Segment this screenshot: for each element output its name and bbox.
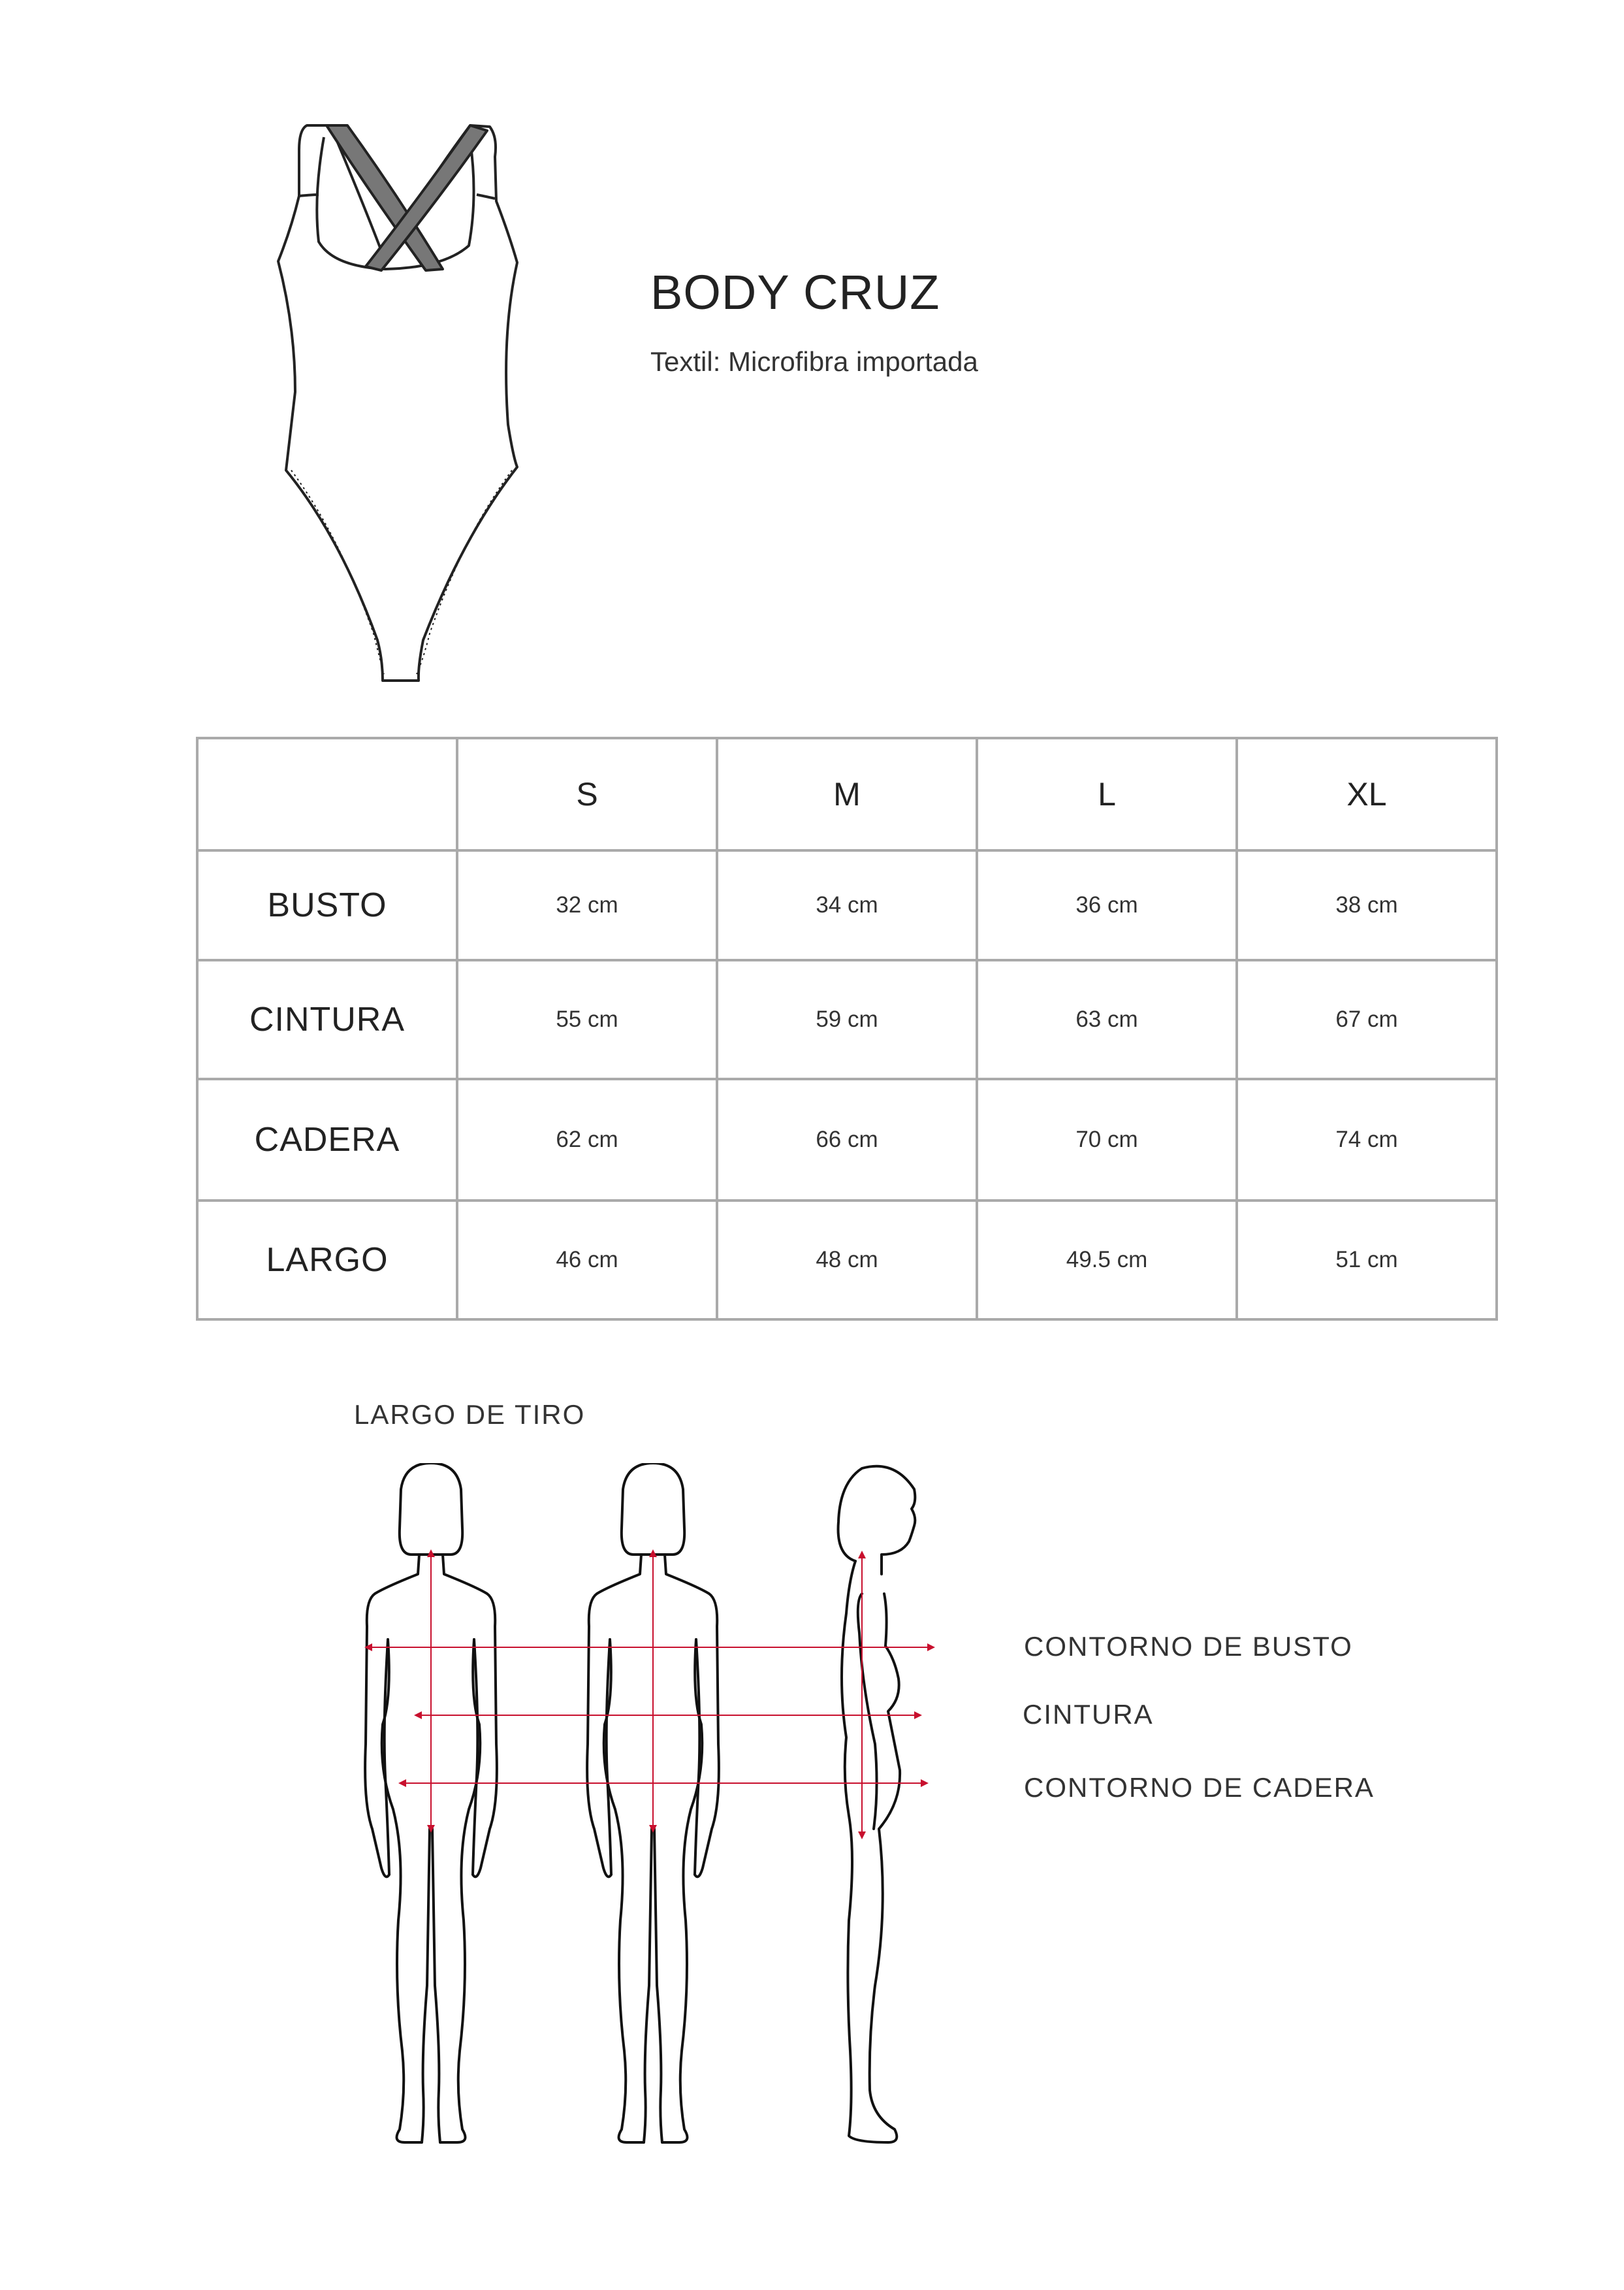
- table-cell: 62 cm: [457, 1079, 717, 1201]
- figure-side-view: [838, 1466, 915, 2142]
- table-cell: 66 cm: [717, 1079, 977, 1201]
- size-header-s: S: [457, 738, 717, 850]
- table-cell: 49.5 cm: [977, 1201, 1237, 1319]
- row-label-cadera: CADERA: [197, 1079, 457, 1201]
- table-row: [197, 960, 1497, 1079]
- row-label-cintura: CINTURA: [197, 960, 457, 1079]
- header-empty-cell: [197, 738, 457, 850]
- size-header-l: L: [977, 738, 1237, 850]
- largo-de-tiro-label: LARGO DE TIRO: [354, 1399, 586, 1430]
- size-header-m: M: [717, 738, 977, 850]
- table-cell: 55 cm: [457, 960, 717, 1079]
- table-cell: 38 cm: [1237, 850, 1497, 960]
- table-cell: 46 cm: [457, 1201, 717, 1319]
- bodysuit-illustration: [261, 118, 549, 705]
- table-cell: 67 cm: [1237, 960, 1497, 1079]
- table-cell: 70 cm: [977, 1079, 1237, 1201]
- size-header-xl: XL: [1237, 738, 1497, 850]
- product-fabric: Textil: Microfibra importada: [650, 346, 978, 377]
- table-row: [197, 1201, 1497, 1319]
- table-cell: 34 cm: [717, 850, 977, 960]
- table-header-row: [197, 738, 1497, 850]
- table-cell: 32 cm: [457, 850, 717, 960]
- product-title: BODY CRUZ: [650, 265, 940, 319]
- row-label-busto: BUSTO: [197, 850, 457, 960]
- row-label-largo: LARGO: [197, 1201, 457, 1319]
- table-cell: 63 cm: [977, 960, 1237, 1079]
- table-cell: 59 cm: [717, 960, 977, 1079]
- contorno-busto-label: CONTORNO DE BUSTO: [1024, 1631, 1353, 1662]
- size-chart-table: [196, 737, 1498, 1321]
- table-row: [197, 1079, 1497, 1201]
- table-cell: 51 cm: [1237, 1201, 1497, 1319]
- table-cell: 48 cm: [717, 1201, 977, 1319]
- cintura-label: CINTURA: [1023, 1699, 1154, 1730]
- table-row: [197, 850, 1497, 960]
- body-measurement-figures: [340, 1463, 979, 2169]
- table-cell: 74 cm: [1237, 1079, 1497, 1201]
- table-cell: 36 cm: [977, 850, 1237, 960]
- contorno-cadera-label: CONTORNO DE CADERA: [1024, 1772, 1375, 1803]
